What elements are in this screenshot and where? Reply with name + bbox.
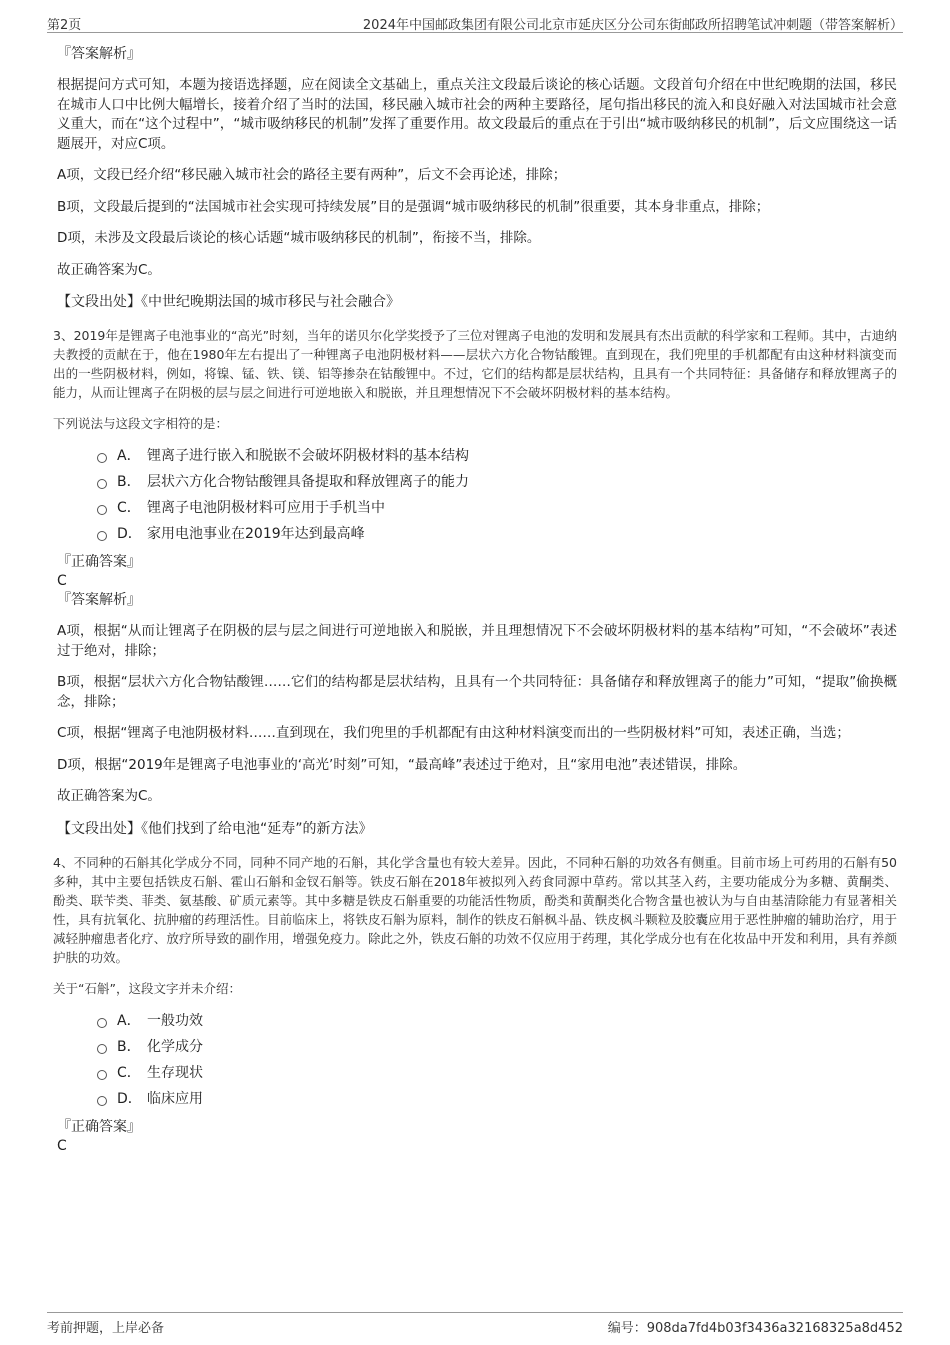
question-4-options xyxy=(57,1008,897,1112)
analysis-label: 『答案解析』 xyxy=(57,46,141,62)
analysis-label: 『答案解析』 xyxy=(57,592,141,608)
document-id: 编号：908da7fd4b03f3436a32168325a8d452 xyxy=(607,1321,903,1336)
radio-icon[interactable] xyxy=(97,479,107,489)
analysis-paragraph: D项，根据“2019年是锂离子电池事业的‘高光’时刻”可知，“最高峰”表述过于绝对，且“家用电池”表述错误，排除。 xyxy=(57,756,747,773)
analysis-paragraph: D项，未涉及文段最后谈论的核心话题“城市吸纳移民的机制”，衔接不当，排除。 xyxy=(57,230,541,246)
correct-answer: C xyxy=(57,1137,67,1154)
page-number: 第2页 xyxy=(47,18,82,33)
analysis-paragraph: A项，文段已经介绍“移民融入城市社会的路径主要有两种”，后文不会再论述，排除； xyxy=(57,167,567,183)
correct-answer-label: 『正确答案』 xyxy=(57,1118,141,1135)
question-3-text: 3、2019年是锂离子电池事业的“高光”时刻，当年的诺贝尔化学奖授予了三位对锂离子电池的发明和发展具有杰出贡献的科学家和工程师。其中，古迪纳夫教授的贡献在于，他在1980年左右提出了一种锂离子电池阴极材料——层状六方化合物钴酸锂。直到现在，我们兜里的手机都配有由这种材料演变而出的一些阴极材料，例如，将镍、锰、铁、镁、铝等掺杂在钴酸锂中。不过，它们的结构都是层状结构，且具有一个共同特征：具备储存和释放锂离子的能力，从而让锂离子在阴极的层与层之间进行可逆地嵌入和脱嵌，并且理想情况下不会破坏阴极材料的基本结构。 xyxy=(53,328,897,400)
radio-icon[interactable] xyxy=(97,505,107,515)
analysis-paragraph: B项，根据“层状六方化合物钴酸锂……它们的结构都是层状结构，且具有一个共同特征：具备储存和释放锂离子的能力”可知，“提取”偷换概念，排除； xyxy=(57,674,897,710)
page-footer xyxy=(47,1312,903,1335)
radio-icon[interactable] xyxy=(97,453,107,463)
option-d[interactable]: D． 临床应用 xyxy=(97,1086,897,1112)
option-b[interactable]: B． 层状六方化合物钴酸锂具备提取和释放锂离子的能力 xyxy=(97,469,897,495)
option-c[interactable]: C． 生存现状 xyxy=(97,1060,897,1086)
analysis-paragraph: A项，根据“从而让锂离子在阴极的层与层之间进行可逆地嵌入和脱嵌，并且理想情况下不会破坏阴极材料的基本结构”可知，“不会破坏”表述过于绝对，排除； xyxy=(57,623,897,659)
document-title: 2024年中国邮政集团有限公司北京市延庆区分公司东街邮政所招聘笔试冲刺题（带答案解析） xyxy=(362,18,903,33)
analysis-paragraph: C项，根据“锂离子电池阴极材料……直到现在，我们兜里的手机都配有由这种材料演变而出的一些阴极材料”可知，表述正确，当选； xyxy=(57,725,850,741)
page-content xyxy=(53,44,897,1156)
question-3-prompt: 下列说法与这段文字相符的是： xyxy=(53,416,229,431)
correct-answer-label: 『正确答案』 xyxy=(57,554,141,570)
radio-icon[interactable] xyxy=(97,1044,107,1054)
passage-source: 【文段出处】《中世纪晚期法国的城市移民与社会融合》 xyxy=(57,294,400,310)
page-header xyxy=(47,10,903,33)
option-c[interactable]: C． 锂离子电池阴极材料可应用于手机当中 xyxy=(97,495,897,521)
analysis-conclusion: 故正确答案为C。 xyxy=(57,788,161,804)
option-d[interactable]: D． 家用电池事业在2019年达到最高峰 xyxy=(97,521,897,547)
footer-slogan: 考前押题，上岸必备 xyxy=(47,1321,165,1336)
question-4-text: 4、不同种的石斛其化学成分不同，同种不同产地的石斛，其化学含量也有较大差异。因此，不同种石斛的功效各有侧重。目前市场上可药用的石斛有50多种，其中主要包括铁皮石斛、霍山石斛和金钗石斛等。铁皮石斛在2018年被拟列入药食同源中草药。常以其茎入药，主要功能成分为多糖、黄酮类、酚类、联苄类、菲类、氨基酸、矿质元素等。其中多糖是铁皮石斛重要的功能活性物质，酚类和黄酮类化合物含量也被认为与自由基清除能力有显著相关性，具有抗氧化、抗肿瘤的药理活性。目前临床上，将铁皮石斛为原料，制作的铁皮石斛枫斗晶、铁皮枫斗颗粒及胶囊应用于恶性肿瘤的辅助治疗，用于减轻肿瘤患者化疗、放疗所导致的副作用，增强免疫力。除此之外，铁皮石斛的功效不仅应用于药理，其化学成分也有在化妆品中开发和利用，具有养颜护肤的功效。 xyxy=(53,854,897,965)
option-a[interactable]: A． 一般功效 xyxy=(97,1008,897,1034)
analysis-conclusion: 故正确答案为C。 xyxy=(57,261,161,278)
radio-icon[interactable] xyxy=(97,531,107,541)
correct-answer: C xyxy=(57,573,67,589)
question-4-prompt: 关于“石斛”，这段文字并未介绍： xyxy=(53,980,241,996)
analysis-paragraph: 根据提问方式可知，本题为接语选择题，应在阅读全文基础上，重点关注文段最后谈论的核心话题。文段首句介绍在中世纪晚期的法国，移民在城市人口中比例大幅增长，接着介绍了当时的法国，移民融入城市社会的两种主要路径，尾句指出移民的流入和良好融入对法国城市社会意义重大，而在“这个过程中”，“城市吸纳移民的机制”发挥了重要作用。故文段最后的重点在于引出“城市吸纳移民的机制”，后文应围绕这一话题展开，对应C项。 xyxy=(57,77,897,152)
option-b[interactable]: B． 化学成分 xyxy=(97,1034,897,1060)
passage-source: 【文段出处】《他们找到了给电池“延寿”的新方法》 xyxy=(57,820,373,837)
analysis-paragraph: B项，文段最后提到的“法国城市社会实现可持续发展”目的是强调“城市吸纳移民的机制”很重要，其本身非重点，排除； xyxy=(57,198,770,215)
radio-icon[interactable] xyxy=(97,1018,107,1028)
question-3-options xyxy=(57,443,897,547)
option-a[interactable]: A． 锂离子进行嵌入和脱嵌不会破坏阴极材料的基本结构 xyxy=(97,443,897,469)
radio-icon[interactable] xyxy=(97,1096,107,1106)
radio-icon[interactable] xyxy=(97,1070,107,1080)
